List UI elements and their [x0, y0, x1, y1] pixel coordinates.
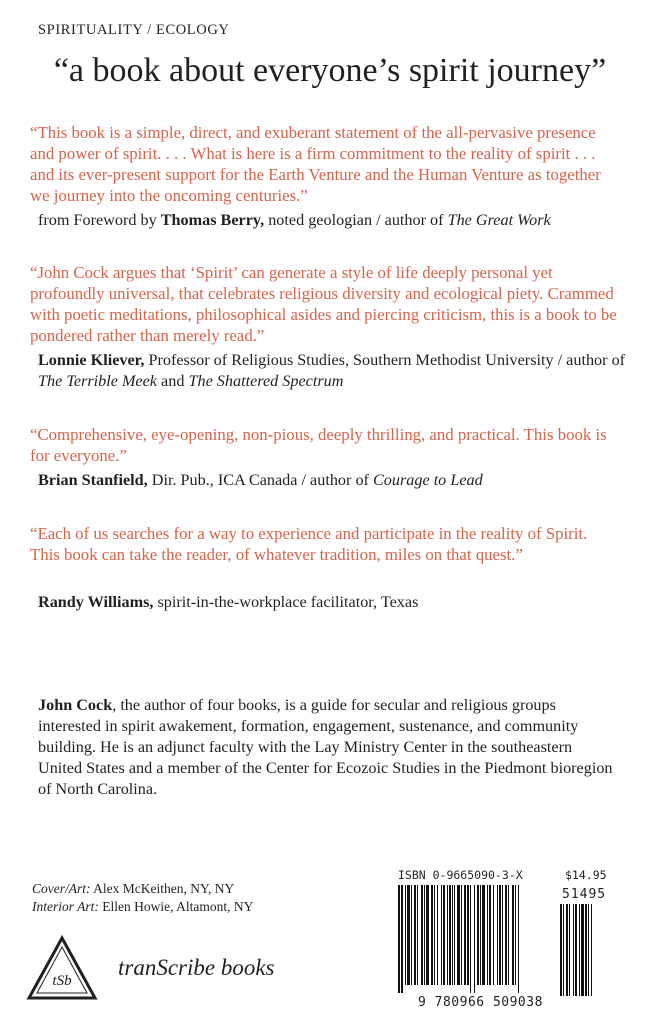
barcode-bar [441, 885, 442, 985]
barcode-bar [560, 904, 562, 996]
barcode-bar [515, 885, 516, 985]
headline-quote: “a book about everyone’s spirit journey” [53, 52, 607, 89]
barcode-bar [426, 885, 429, 985]
barcode-bar [474, 885, 475, 993]
barcode-bar [579, 904, 580, 996]
barcode-bar [454, 885, 455, 985]
barcode-bar [581, 904, 584, 996]
barcode-bar [457, 885, 460, 985]
barcode-bar [575, 904, 577, 996]
author-bio: John Cock, the author of four books, is a guide for secular and religious groups interested in spirit awakement, formation, engagement, sustenance, and community building. He is an adjunct faculty with the Lay Ministry Center in the southeastern United States and a member of the Center for Ecozoic Studies in the Piedmont bioregion of North Carolina. [38, 696, 613, 798]
blurb-quote-2: “John Cock argues that ‘Spirit’ can generate a style of life deeply personal yet profoundly universal, that celebrates religious diversity and ecological piety. Crammed with poetic meditations, philosophical asides and piercing criticism, this is a book to be pondered rather than merely read.” [30, 263, 617, 345]
barcode-bar [464, 885, 466, 985]
barcode-bar [497, 885, 498, 985]
blurb-attribution-1: from Foreword by Thomas Berry, noted geologian / author of The Great Work [38, 211, 551, 229]
barcode-bar [398, 885, 400, 993]
price-barcode [560, 904, 612, 1009]
publisher-name: tranScribe books [118, 955, 275, 980]
blurb-attribution-3: Brian Stanfield, Dir. Pub., ICA Canada / author of Courage to Lead [38, 471, 483, 489]
barcode-bar [591, 904, 592, 996]
barcode-bar [437, 885, 438, 985]
barcode-bar [563, 904, 564, 996]
logo-monogram: tSb [52, 973, 72, 989]
barcode-bar [502, 885, 503, 985]
barcode-bar [461, 885, 462, 985]
barcode-bar [401, 885, 403, 993]
ean-number: 9 780966 509038 [418, 995, 543, 1010]
barcode-bar [573, 904, 574, 996]
barcode-bar [452, 885, 453, 985]
barcode-bar [443, 885, 445, 985]
author-name: John Cock [38, 696, 113, 714]
barcode-bar [405, 885, 406, 985]
barcode-bar [480, 885, 481, 985]
barcode-bar [470, 885, 471, 993]
barcode-bar [588, 904, 589, 996]
barcode-bar [467, 885, 469, 985]
barcode-bar [417, 885, 418, 985]
isbn-label: ISBN 0-9665090-3-X [398, 868, 523, 882]
barcode-bar [411, 885, 412, 985]
barcode-bar [424, 885, 425, 985]
barcode-bar [585, 904, 587, 996]
barcode-bar [489, 885, 491, 985]
barcode-bar [487, 885, 488, 985]
barcode-bar [414, 885, 416, 985]
blurb-attribution-4: Randy Williams, spirit-in-the-workplace facilitator, Texas [38, 593, 419, 611]
barcode-bar [421, 885, 423, 985]
barcode-bar [434, 885, 435, 985]
barcode-bar [518, 885, 519, 993]
blurb-quote-1: “This book is a simple, direct, and exuberant statement of the all-pervasive presence and power of spirit. . . . What is here is a firm commitment to the reality of spirit . . . and its ever-present support for the Earth Venture and the Human Venture as together we journey into the oncoming centuries.” [30, 123, 601, 205]
barcode-bar [482, 885, 485, 985]
barcode-bar [569, 904, 570, 996]
price-code: 51495 [562, 887, 607, 902]
publisher-logo [26, 935, 98, 1001]
barcode-bar [566, 904, 568, 996]
blurb-quote-3: “Comprehensive, eye-opening, non-pious, deeply thrilling, and practical. This book is for everyone.” [30, 425, 607, 465]
barcode-bar [512, 885, 514, 985]
barcode-bar [493, 885, 494, 985]
barcode-bar [477, 885, 479, 985]
blurb-quote-4: “Each of us searches for a way to experience and participate in the reality of Spirit. This book can take the reader, of whatever tradition, miles on that quest.” [30, 524, 588, 564]
interior-art-credit: Interior Art: Ellen Howie, Altamont, NY [32, 899, 254, 914]
category-label: SPIRITUALITY / ECOLOGY [38, 22, 230, 38]
barcode-bar [447, 885, 448, 985]
barcode-bar [449, 885, 451, 985]
ean-barcode [398, 885, 548, 997]
cover-art-credit: Cover/Art: Alex McKeithen, NY, NY [32, 881, 235, 896]
barcode-bar [505, 885, 507, 985]
barcode-bar [407, 885, 410, 985]
art-credits [32, 880, 352, 916]
price-label: $14.95 [565, 868, 607, 882]
barcode-bar [431, 885, 433, 985]
blurb-attribution-2: Lonnie Kliever, Professor of Religious Studies, Southern Methodist University / author of The Terrible Meek and The Shattered Spectrum [38, 351, 626, 390]
barcode-bar [508, 885, 509, 985]
barcode-bar [499, 885, 501, 985]
